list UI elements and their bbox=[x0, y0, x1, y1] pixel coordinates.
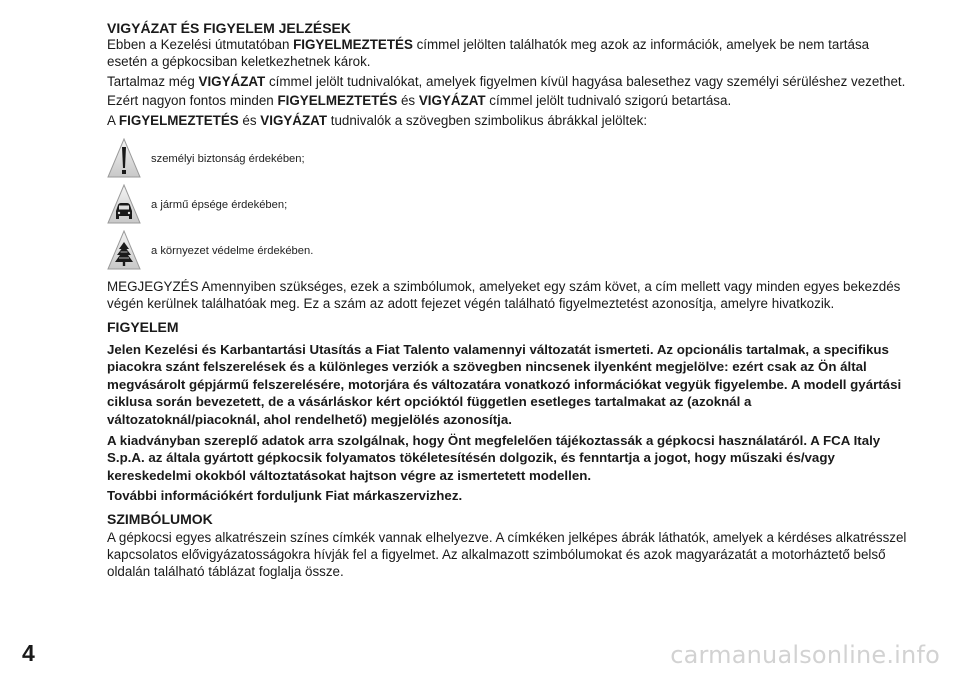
symbol-label: személyi biztonság érdekében; bbox=[151, 152, 305, 165]
symbol-row-environment bbox=[107, 229, 907, 273]
symbol-legend bbox=[107, 137, 907, 273]
bold-term: VIGYÁZAT bbox=[198, 73, 266, 89]
figyelem-paragraph-3: További információkért forduljunk Fiat márkaszervizhez. bbox=[107, 488, 463, 504]
text-span: címmel jelölt tudnivalókat, amelyek figyelmen kívül hagyása balesethez vagy személyi sérüléshez vezethet. bbox=[265, 73, 906, 89]
symbol-label: a környezet védelme érdekében. bbox=[151, 244, 314, 257]
bold-term: FIGYELMEZTETÉS bbox=[118, 113, 239, 129]
page-number: 4 bbox=[22, 640, 35, 666]
bold-term: FIGYELMEZTETÉS bbox=[293, 37, 413, 52]
bold-term: VIGYÁZAT bbox=[260, 113, 328, 129]
intro-paragraph-1 bbox=[107, 37, 907, 71]
section-heading-warnings: VIGYÁZAT ÉS FIGYELEM JELZÉSEK bbox=[107, 20, 351, 36]
symbol-row-vehicle bbox=[107, 183, 907, 227]
text-span: Ezért nagyon fontos minden bbox=[107, 93, 278, 109]
bold-term: FIGYELMEZTETÉS bbox=[277, 93, 398, 109]
section-heading-symbols: SZIMBÓLUMOK bbox=[107, 510, 213, 527]
text-span: Tartalmaz még bbox=[107, 73, 199, 89]
section-heading-figyelem: FIGYELEM bbox=[107, 318, 179, 335]
exclamation-icon bbox=[107, 138, 141, 180]
car-icon bbox=[107, 184, 141, 226]
text-span: és bbox=[238, 113, 261, 129]
figyelem-paragraph-1: Jelen Kezelési és Karbantartási Utasítás a Fiat Talento valamennyi változatát ismerteti. Az opcionális tartalmak, a specifikus piacokra szánt felszerelések és a különleges verziók a szövegben nincsenek ilyenként megjelölve: ezért csak az Ön által megvásárolt gépjármű felszerelésére, motorjára és változatára vonatkozó információkat vegyük figyelembe. A modell gyártási ciklusa során bevezetett, de a vásárláskor kért opcióktól független esetleges tartalmakat az (azoknál a változatoknál/piacoknál, ahol rendelhető) megjelölés azonosítja. bbox=[107, 341, 902, 427]
intro-paragraph-2 bbox=[107, 74, 907, 91]
symbol-label: a jármű épsége érdekében; bbox=[151, 198, 288, 211]
note-paragraph: MEGJEGYZÉS Amennyiben szükséges, ezek a szimbólumok, amelyeket egy szám követ, a cím mellett vagy minden egyes bekezdés végén kerülnek találhatóak meg. Ez a szám az adott fejezet végén található figyelmeztetést azonosítja, amelyre hivatkozik. bbox=[107, 278, 901, 311]
tree-icon bbox=[107, 230, 141, 272]
text-span: címmel jelölten találhatók meg azok az információk, amelyek be nem tartása esetén a gépkocsiban keletkezhetnek károk. bbox=[107, 37, 870, 69]
watermark-text: carmanualsonline.info bbox=[670, 641, 940, 669]
text-span: és bbox=[397, 93, 419, 109]
intro-paragraph-3 bbox=[107, 93, 907, 110]
text-span: A bbox=[107, 113, 119, 129]
figyelem-block bbox=[107, 341, 907, 505]
symbols-paragraph: A gépkocsi egyes alkatrészein színes címkék vannak elhelyezve. A címkéken jelképes ábrák láthatók, amelyek a kérdéses alkatrésszel kapcsolatos elővigyázatosságokra hívják fel a figyelmet. Az alkalmazott szimbólumokat és azok magyarázatát a motorháztető belső oldalán található táblázat foglalja össze. bbox=[107, 529, 907, 579]
text-span: címmel jelölt tudnivaló szigorú betartása. bbox=[485, 93, 732, 109]
manual-page bbox=[107, 20, 907, 583]
bold-term: VIGYÁZAT bbox=[418, 93, 486, 109]
figyelem-paragraph-2: A kiadványban szereplő adatok arra szolgálnak, hogy Önt megfelelően tájékoztassák a gépkocsi használatáról. A FCA Italy S.p.A. az általa gyártott gépkocsik folyamatos tökéletesítésén dolgozik, és fenntartja a jogot, hogy műszaki és/vagy kereskedelmi okokból változtatásokat hajtson végre az ismertetett modellen. bbox=[107, 432, 881, 483]
intro-paragraph-4 bbox=[107, 113, 907, 130]
text-span: Ebben a Kezelési útmutatóban bbox=[107, 37, 294, 52]
text-span: tudnivalók a szövegben szimbolikus ábrákkal jelöltek: bbox=[327, 113, 648, 129]
symbol-row-personal-safety bbox=[107, 137, 907, 181]
